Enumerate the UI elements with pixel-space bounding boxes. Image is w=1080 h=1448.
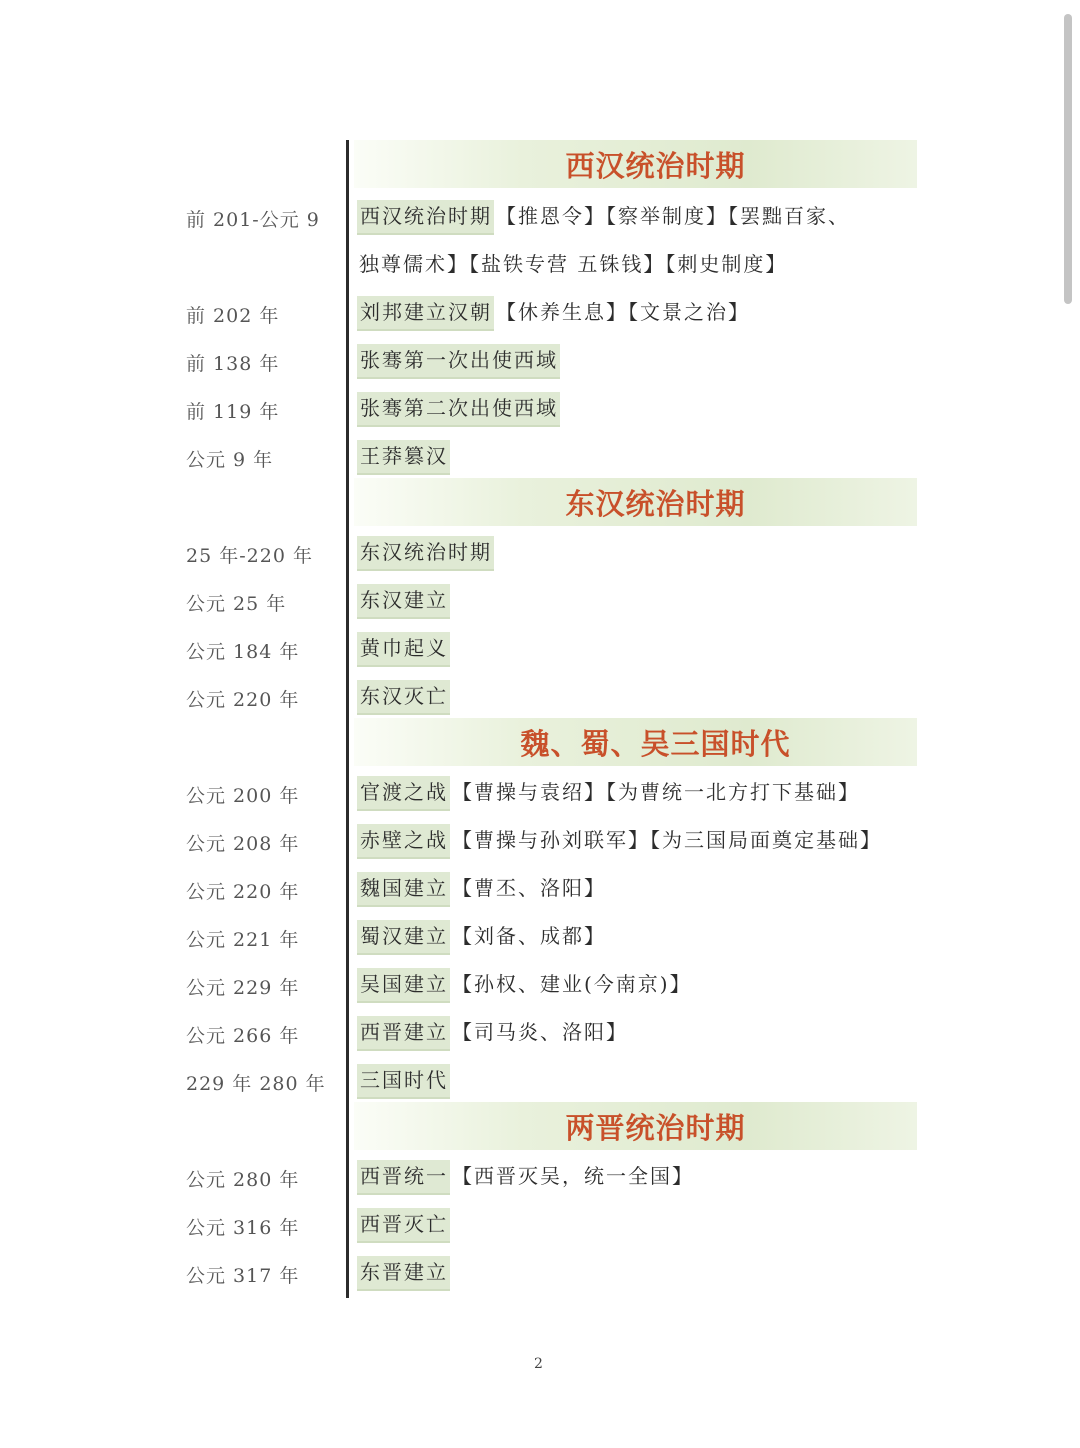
timeline-event <box>357 872 606 905</box>
timeline-date: 229 年 280 年 <box>186 1073 326 1095</box>
event-detail: 独尊儒术】【盐铁专营 五铢钱】【刺史制度】 <box>359 252 788 276</box>
section-header <box>354 1102 917 1150</box>
timeline-date: 公元 316 年 <box>186 1217 300 1239</box>
timeline-event <box>357 1256 450 1289</box>
event-title: 东汉建立 <box>357 584 450 619</box>
timeline-event <box>357 1160 694 1193</box>
timeline-date: 公元 9 年 <box>186 449 274 471</box>
timeline-event <box>357 392 560 425</box>
timeline-date: 公元 266 年 <box>186 1025 300 1047</box>
timeline-event <box>357 296 750 329</box>
event-title: 官渡之战 <box>357 776 450 811</box>
section-header <box>354 718 917 766</box>
event-detail: 【孙权、建业(今南京)】 <box>452 972 692 996</box>
event-title: 魏国建立 <box>357 872 450 907</box>
timeline-line <box>346 140 349 1298</box>
page-number: 2 <box>534 1356 543 1372</box>
event-title: 东汉统治时期 <box>357 536 494 571</box>
event-detail: 【曹操与孙刘联军】【为三国局面奠定基础】 <box>452 828 882 852</box>
timeline-event <box>357 1064 450 1097</box>
event-title: 西汉统治时期 <box>357 200 494 235</box>
timeline-event <box>357 200 850 233</box>
event-detail: 【曹操与袁绍】【为曹统一北方打下基础】 <box>452 780 860 804</box>
timeline-event <box>357 776 860 809</box>
timeline-date: 前 201-公元 9 <box>186 209 320 231</box>
timeline-event <box>357 632 450 665</box>
event-title: 东晋建立 <box>357 1256 450 1291</box>
event-title: 三国时代 <box>357 1064 450 1099</box>
timeline-event <box>357 584 450 617</box>
event-title: 张骞第一次出使西域 <box>357 344 560 379</box>
event-detail: 【司马炎、洛阳】 <box>452 1020 628 1044</box>
timeline-date: 前 138 年 <box>186 353 280 375</box>
timeline-date: 公元 220 年 <box>186 689 300 711</box>
event-detail: 【推恩令】【察举制度】【罢黜百家、 <box>496 204 850 228</box>
timeline-date: 公元 200 年 <box>186 785 300 807</box>
timeline-event <box>357 680 450 713</box>
section-title: 东汉统治时期 <box>565 486 746 521</box>
event-title: 张骞第二次出使西域 <box>357 392 560 427</box>
timeline-date: 公元 229 年 <box>186 977 300 999</box>
timeline-event <box>357 1208 450 1241</box>
timeline-event <box>357 344 560 377</box>
timeline-date: 公元 25 年 <box>186 593 287 615</box>
timeline-date: 公元 280 年 <box>186 1169 300 1191</box>
section-header <box>354 478 917 526</box>
timeline-event <box>357 536 494 569</box>
timeline-event <box>357 1016 628 1049</box>
event-title: 刘邦建立汉朝 <box>357 296 494 331</box>
timeline-date: 公元 220 年 <box>186 881 300 903</box>
event-title: 赤壁之战 <box>357 824 450 859</box>
scrollbar[interactable] <box>1064 14 1072 304</box>
event-title: 西晋建立 <box>357 1016 450 1051</box>
timeline-event <box>357 440 450 473</box>
event-title: 西晋灭亡 <box>357 1208 450 1243</box>
section-title: 魏、蜀、吴三国时代 <box>520 726 791 761</box>
event-title: 西晋统一 <box>357 1160 450 1195</box>
event-detail: 【休养生息】【文景之治】 <box>496 300 750 324</box>
timeline-date: 25 年-220 年 <box>186 545 313 567</box>
timeline-date: 前 202 年 <box>186 305 280 327</box>
section-title: 两晋统治时期 <box>565 1110 746 1145</box>
event-detail: 【西晋灭吴，统一全国】 <box>452 1164 694 1188</box>
event-detail: 【曹丕、洛阳】 <box>452 876 606 900</box>
section-title: 西汉统治时期 <box>565 148 746 183</box>
event-title: 王莽篡汉 <box>357 440 450 475</box>
event-detail: 【刘备、成都】 <box>452 924 606 948</box>
timeline-event <box>357 824 882 857</box>
timeline-event <box>357 968 692 1001</box>
event-title: 东汉灭亡 <box>357 680 450 715</box>
timeline-date: 公元 317 年 <box>186 1265 300 1287</box>
event-title: 吴国建立 <box>357 968 450 1003</box>
timeline-event-continued <box>357 248 787 281</box>
timeline-event <box>357 920 606 953</box>
timeline-date: 公元 221 年 <box>186 929 300 951</box>
event-title: 黄巾起义 <box>357 632 450 667</box>
event-title: 蜀汉建立 <box>357 920 450 955</box>
timeline-date: 公元 208 年 <box>186 833 300 855</box>
section-header <box>354 140 917 188</box>
timeline-date: 前 119 年 <box>186 401 280 423</box>
timeline-date: 公元 184 年 <box>186 641 300 663</box>
